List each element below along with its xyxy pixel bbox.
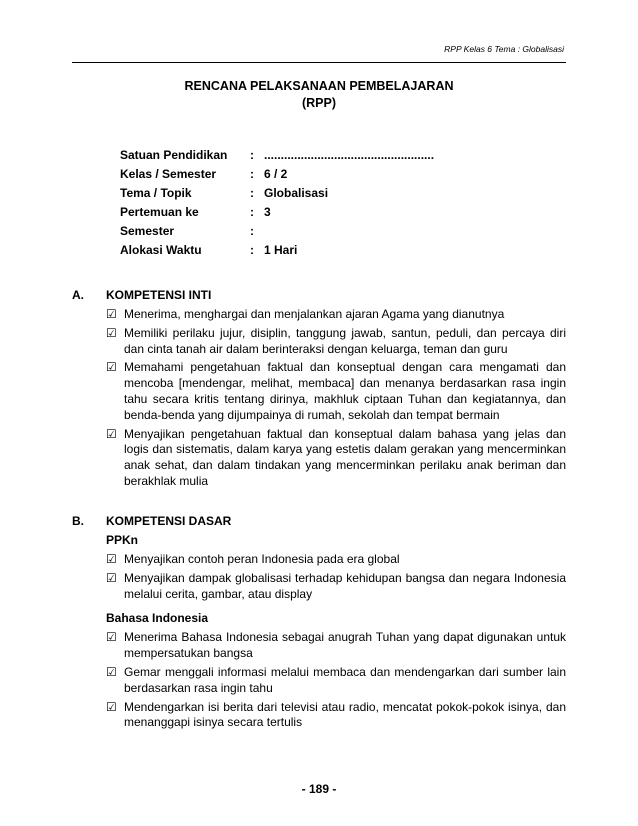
section-heading: [72, 513, 566, 530]
list-item: [106, 326, 566, 358]
section-kompetensi-inti: [72, 287, 566, 493]
identity-colon: :: [250, 186, 254, 200]
identity-row: [120, 222, 434, 241]
list-item-text: Memahami pengetahuan faktual dan konseptual dengan cara mengamati dan mencoba [mendengar, melihat, membaca] dan menanya berdasarkan rasa ingin tahu secara kritis tentang dirinya, makhluk ciptaan Tuhan dan kegiatannya, dan benda-benda yang dijumpainya di rumah, sekolah dan tempat bermain: [124, 360, 566, 422]
document-title-line1: RENCANA PELAKSANAAN PEMBELAJARAN: [184, 79, 454, 93]
section-kompetensi-dasar: [72, 513, 566, 734]
identity-row: [120, 146, 434, 165]
list-item: [106, 630, 566, 662]
identity-label: Pertemuan ke: [120, 205, 199, 219]
running-header: RPP Kelas 6 Tema : Globalisasi: [444, 44, 564, 54]
subject-heading-bahasa-indonesia: Bahasa Indonesia: [106, 611, 209, 626]
identity-value: 3: [264, 205, 271, 219]
header-rule: [72, 62, 566, 63]
checkbox-icon: ☑: [106, 426, 117, 441]
identity-label: Kelas / Semester: [120, 167, 217, 181]
identity-value: 1 Hari: [264, 243, 298, 257]
section-title: KOMPETENSI INTI: [106, 288, 212, 302]
checkbox-icon: ☑: [106, 570, 117, 585]
list-item-text: Menyajikan pengetahuan faktual dan konseptual dalam bahasa yang jelas dan logis dan sistematis, dalam karya yang estetis dalam gerakan yang mencerminkan anak sehat, dan dalam tindakan yang mencerminkan perilaku anak beriman dan berakhlak mulia: [124, 426, 566, 488]
subject-heading-ppkn: PPKn: [106, 533, 139, 547]
list-item: [106, 360, 566, 423]
identity-colon: :: [250, 243, 254, 257]
list-item-text: Mendengarkan isi berita dari televisi atau radio, mencatat pokok-pokok isinya, dan menanggapi isinya secara tertulis: [124, 699, 566, 730]
identity-row: [120, 165, 434, 184]
item-list: [106, 307, 566, 490]
identity-row: [120, 203, 434, 222]
identity-label: Tema / Topik: [120, 186, 192, 200]
identity-colon: :: [250, 205, 254, 219]
identity-row: [120, 184, 434, 203]
document-title-line2: (RPP): [301, 96, 337, 110]
identity-label: Satuan Pendidikan: [120, 148, 228, 162]
list-item: [106, 700, 566, 732]
list-item: [106, 427, 566, 490]
list-item-text: Memiliki perilaku jujur, disiplin, tanggung jawab, santun, peduli, dan percaya diri dan cinta tanah air dalam berinteraksi dengan keluarga, teman dan guru: [124, 325, 566, 356]
checkbox-icon: ☑: [106, 325, 117, 340]
list-item: [106, 665, 566, 697]
list-item-text: Menyajikan dampak globalisasi terhadap kehidupan bangsa dan negara Indonesia melalui cerita, gambar, atau display: [124, 570, 566, 601]
checkbox-icon: ☑: [106, 307, 117, 321]
list-item: [106, 552, 566, 568]
item-list: [106, 552, 566, 602]
checkbox-icon: ☑: [106, 360, 117, 375]
list-item-text: Menerima, menghargai dan menjalankan ajaran Agama yang dianutnya: [124, 307, 505, 321]
item-list: [106, 630, 566, 731]
section-heading: [72, 287, 566, 304]
identity-value: 6 / 2: [264, 167, 288, 181]
page-number: - 189 -: [301, 782, 337, 796]
identity-row: [120, 241, 434, 260]
section-title: KOMPETENSI DASAR: [106, 514, 232, 528]
identity-colon: :: [250, 224, 254, 238]
identity-colon: :: [250, 167, 254, 181]
checkbox-icon: ☑: [106, 664, 117, 679]
checkbox-icon: ☑: [106, 552, 117, 566]
identity-label: Semester: [120, 224, 175, 238]
identity-colon: :: [250, 148, 254, 162]
list-item-text: Gemar menggali informasi melalui membaca dan mendengarkan dari sumber lain berdasarkan rasa ingin tahu: [124, 664, 566, 695]
list-item-text: Menerima Bahasa Indonesia sebagai anugrah Tuhan yang dapat digunakan untuk mempersatukan bangsa: [124, 630, 566, 661]
document-title: [72, 78, 566, 112]
section-letter: B.: [72, 514, 84, 528]
list-item-text: Menyajikan contoh peran Indonesia pada era global: [124, 552, 400, 566]
identity-table: [120, 146, 434, 260]
checkbox-icon: ☑: [106, 699, 117, 714]
identity-value: ...................................................: [264, 148, 435, 162]
list-item: [106, 307, 566, 323]
checkbox-icon: ☑: [106, 630, 117, 645]
identity-label: Alokasi Waktu: [120, 243, 202, 257]
identity-value: Globalisasi: [264, 186, 329, 200]
section-letter: A.: [72, 288, 84, 302]
list-item: [106, 571, 566, 603]
